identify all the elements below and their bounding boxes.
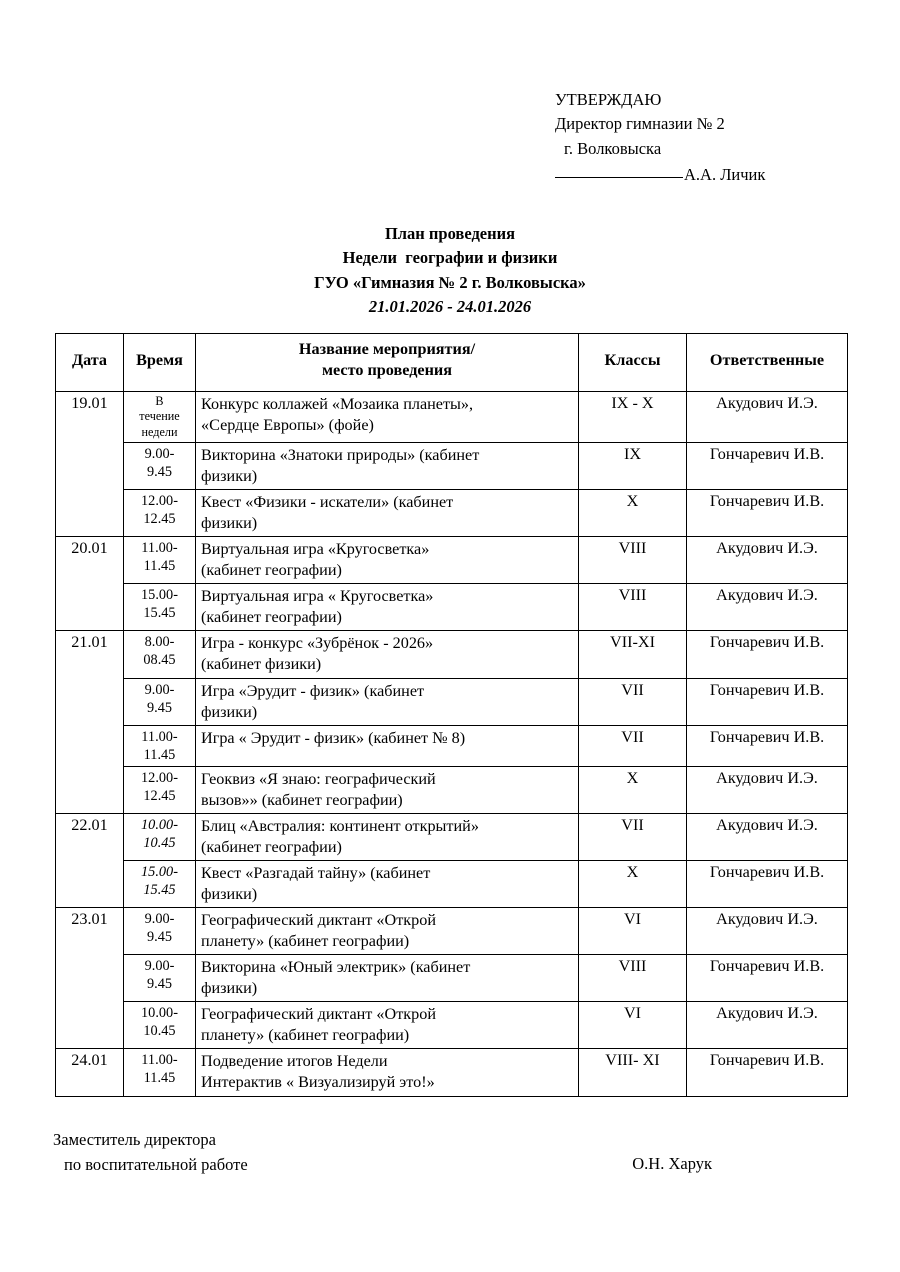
table-row (56, 391, 848, 442)
cell-time: 11.00- 11.45 (124, 1049, 196, 1096)
cell-time: 12.00- 12.45 (124, 490, 196, 537)
table-row (56, 442, 848, 489)
cell-time: 8.00- 08.45 (124, 631, 196, 678)
event-line-1: Игра « Эрудит - физик» (кабинет № 8) (201, 728, 466, 747)
table-row (56, 678, 848, 725)
cell-event (196, 955, 579, 1002)
title-line-2: Недели географии и физики (342, 248, 558, 268)
cell-time: 9.00- 9.45 (124, 908, 196, 955)
cell-date: 22.01 (56, 813, 124, 907)
cell-date: 19.01 (56, 391, 124, 536)
event-line-1: Игра «Эрудит - физик» (кабинет (201, 681, 425, 700)
table-row (56, 955, 848, 1002)
event-line-1: Географический диктант «Открой (201, 911, 436, 929)
plan-table (55, 333, 848, 1097)
cell-event (196, 725, 579, 766)
cell-classes: VIII (579, 584, 687, 631)
table-row (56, 1002, 848, 1049)
event-line-1: Игра - конкурс «Зубрёнок - 2026» (201, 634, 434, 653)
table-row (56, 908, 848, 955)
cell-responsible: Гончаревич И.В. (687, 678, 848, 725)
cell-event (196, 442, 579, 489)
footer-position (53, 1128, 248, 1178)
signature-rule (555, 177, 683, 178)
cell-responsible: Акудович И.Э. (687, 537, 848, 584)
header-responsible: Ответственные (687, 334, 848, 392)
cell-time: 9.00- 9.45 (124, 678, 196, 725)
cell-classes: VII (579, 725, 687, 766)
cell-responsible: Гончаревич И.В. (687, 725, 848, 766)
cell-time: 15.00- 15.45 (124, 584, 196, 631)
cell-time: 10.00- 10.45 (124, 1002, 196, 1049)
cell-event (196, 490, 579, 537)
cell-classes: VIII (579, 955, 687, 1002)
cell-event (196, 631, 579, 678)
cell-event (196, 678, 579, 725)
event-line-1: Географический диктант «Открой (201, 1005, 436, 1024)
cell-date: 24.01 (56, 1049, 124, 1096)
cell-classes: VI (579, 1002, 687, 1049)
page-title (0, 222, 900, 320)
cell-responsible: Гончаревич И.В. (687, 631, 848, 678)
approval-block (555, 88, 885, 188)
cell-responsible: Акудович И.Э. (687, 391, 848, 442)
event-line-2: «Сердце Европы» (фойе) (201, 415, 374, 434)
cell-responsible: Акудович И.Э. (687, 766, 848, 813)
cell-responsible: Акудович И.Э. (687, 908, 848, 955)
header-classes: Классы (579, 334, 687, 392)
table-row (56, 766, 848, 813)
table-row (56, 584, 848, 631)
cell-responsible: Акудович И.Э. (687, 584, 848, 631)
header-date: Дата (56, 334, 124, 392)
title-line-1: План проведения (384, 224, 516, 243)
event-line-2: физики) (201, 979, 258, 998)
cell-date: 21.01 (56, 631, 124, 813)
cell-time: 10.00- 10.45 (124, 813, 196, 860)
footer-position-line-1: Заместитель директора (53, 1130, 216, 1149)
cell-responsible: Гончаревич И.В. (687, 490, 848, 537)
cell-classes: VII (579, 813, 687, 860)
cell-classes: IX (579, 442, 687, 489)
header-event (196, 334, 579, 392)
approval-signer: А.А. Личик (684, 165, 766, 185)
header-event-line-1: Название мероприятия/ (298, 340, 476, 358)
cell-time: 11.00- 11.45 (124, 725, 196, 766)
event-line-2: физики) (201, 884, 258, 903)
event-line-2: вызов»» (кабинет географии) (201, 790, 403, 809)
cell-responsible: Акудович И.Э. (687, 1002, 848, 1049)
cell-classes: VI (579, 908, 687, 955)
event-line-1: Виртуальная игра « Кругосветка» (201, 587, 434, 606)
table-row (56, 490, 848, 537)
event-line-2: (кабинет физики) (201, 655, 322, 674)
event-line-1: Виртуальная игра «Кругосветка» (201, 540, 430, 559)
cell-classes: X (579, 490, 687, 537)
header-event-line-2: место проведения (322, 361, 452, 380)
event-line-1: Викторина «Юный электрик» (кабинет (201, 958, 471, 977)
event-line-1: Подведение итогов Недели (201, 1052, 388, 1071)
cell-responsible: Гончаревич И.В. (687, 1049, 848, 1096)
event-line-1: Квест «Физики - искатели» (кабинет (201, 493, 454, 511)
footer-signature-block (53, 1128, 847, 1178)
event-line-2: физики) (201, 702, 258, 721)
table-header-row (56, 334, 848, 392)
approval-signature-line (555, 163, 885, 187)
title-date-range: 21.01.2026 - 24.01.2026 (368, 297, 532, 317)
plan-table-body (56, 391, 848, 1096)
footer-signer: О.Н. Харук (632, 1153, 712, 1173)
cell-classes: VII (579, 678, 687, 725)
event-line-2: (кабинет географии) (201, 837, 342, 856)
cell-date: 20.01 (56, 537, 124, 631)
event-line-2: (кабинет географии) (201, 561, 342, 580)
event-line-2: планету» (кабинет географии) (201, 932, 410, 951)
approval-city: г. Волковыска (564, 138, 662, 158)
cell-time: 15.00- 15.45 (124, 860, 196, 907)
cell-time: 9.00- 9.45 (124, 955, 196, 1002)
event-line-2: физики) (201, 514, 258, 533)
footer-position-line-2: по воспитательной работе (64, 1154, 248, 1174)
cell-event (196, 1049, 579, 1096)
cell-time: В течение недели (124, 391, 196, 442)
event-line-1: Конкурс коллажей «Мозаика планеты», (201, 394, 474, 413)
event-line-1: Викторина «Знатоки природы» (кабинет (201, 445, 480, 464)
cell-event (196, 391, 579, 442)
cell-time: 11.00- 11.45 (124, 537, 196, 584)
cell-event (196, 813, 579, 860)
approval-heading: УТВЕРЖДАЮ (555, 90, 662, 109)
cell-date: 23.01 (56, 908, 124, 1049)
cell-time: 9.00- 9.45 (124, 442, 196, 489)
cell-responsible: Гончаревич И.В. (687, 860, 848, 907)
table-row (56, 1049, 848, 1096)
table-row (56, 860, 848, 907)
cell-classes: VII-XI (579, 631, 687, 678)
cell-responsible: Гончаревич И.В. (687, 442, 848, 489)
table-row (56, 631, 848, 678)
title-line-3: ГУО «Гимназия № 2 г. Волковыска» (314, 272, 586, 292)
cell-time: 12.00- 12.45 (124, 766, 196, 813)
cell-classes: X (579, 860, 687, 907)
cell-classes: IX - X (579, 391, 687, 442)
cell-event (196, 860, 579, 907)
table-row (56, 813, 848, 860)
cell-classes: X (579, 766, 687, 813)
cell-event (196, 584, 579, 631)
event-line-2: планету» (кабинет географии) (201, 1026, 410, 1045)
cell-responsible: Гончаревич И.В. (687, 955, 848, 1002)
event-line-1: Геоквиз «Я знаю: географический (201, 769, 436, 788)
approval-position: Директор гимназии № 2 (555, 114, 725, 134)
plan-table-wrapper (55, 333, 847, 1097)
event-line-1: Блиц «Австралия: континент открытий» (201, 816, 479, 835)
cell-event (196, 537, 579, 584)
cell-responsible: Акудович И.Э. (687, 813, 848, 860)
table-row (56, 537, 848, 584)
cell-event (196, 1002, 579, 1049)
cell-classes: VIII- XI (579, 1049, 687, 1096)
event-line-2: (кабинет географии) (201, 608, 342, 627)
table-row (56, 725, 848, 766)
event-line-1: Квест «Разгадай тайну» (кабинет (201, 863, 431, 882)
header-time: Время (124, 334, 196, 392)
cell-event (196, 766, 579, 813)
event-line-2: Интерактив « Визуализируй это!» (201, 1073, 435, 1092)
event-line-2: физики) (201, 466, 258, 485)
cell-event (196, 908, 579, 955)
cell-classes: VIII (579, 537, 687, 584)
